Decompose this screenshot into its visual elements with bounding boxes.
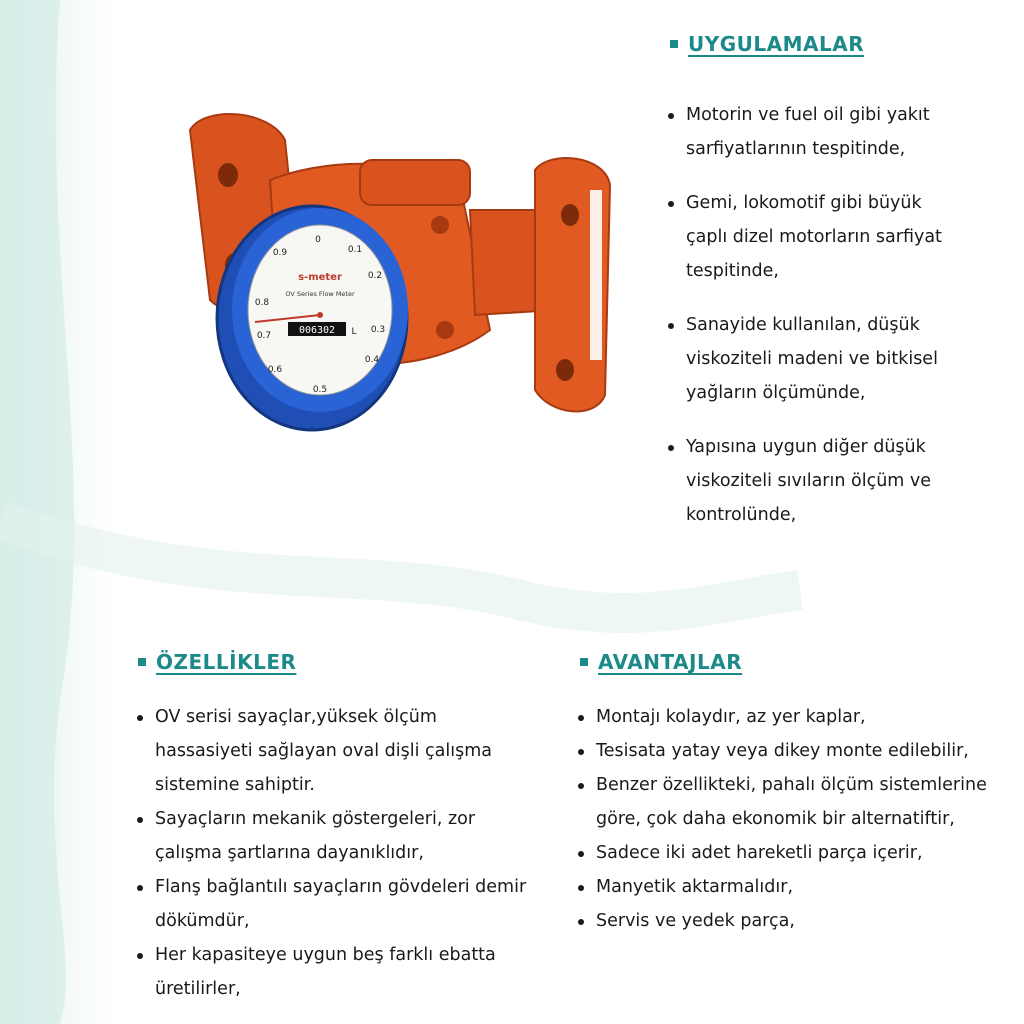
meter-counter: 006302 — [298, 325, 336, 336]
list-item: Gemi, lokomotif gibi büyük çaplı dizel motorların sarfiyat tespitinde, — [668, 186, 968, 288]
meter-unit: L — [351, 327, 357, 337]
list-item: Sadece iki adet hareketli parça içerir, — [578, 836, 998, 870]
list-item: Montajı kolaydır, az yer kaplar, — [578, 700, 998, 734]
list-item: OV serisi sayaçlar,yüksek ölçüm hassasiyeti sağlayan oval dişli çalışma sistemine sahiptir. — [137, 700, 537, 802]
dial-mark: 0.1 — [347, 245, 363, 255]
list-item: Her kapasiteye uygun beş farklı ebatta üretilirler, — [137, 938, 537, 1006]
list-item: Benzer özellikteki, pahalı ölçüm sistemlerine göre, çok daha ekonomik bir alternatiftir, — [578, 768, 998, 836]
square-bullet-icon — [138, 658, 146, 666]
dial-mark: 0 — [315, 235, 321, 245]
list-item: Yapısına uygun diğer düşük viskoziteli sıvıların ölçüm ve kontrolünde, — [668, 430, 968, 532]
dial-mark: 0.2 — [367, 271, 383, 281]
meter-brand: s-meter — [298, 272, 342, 283]
list-item: Servis ve yedek parça, — [578, 904, 998, 938]
applications-list — [668, 98, 968, 552]
square-bullet-icon — [580, 658, 588, 666]
list-item: Manyetik aktarmalıdır, — [578, 870, 998, 904]
list-item: Sayaçların mekanik göstergeleri, zor çalışma şartlarına dayanıklıdır, — [137, 802, 537, 870]
features-title: ÖZELLİKLER — [138, 650, 296, 674]
dial-mark: 0.4 — [364, 355, 380, 365]
advantages-list — [578, 700, 998, 938]
features-list — [137, 700, 537, 1006]
flow-meter-image — [170, 100, 620, 440]
dial-mark: 0.9 — [272, 248, 288, 258]
list-item: Tesisata yatay veya dikey monte edilebilir, — [578, 734, 998, 768]
list-item: Sanayide kullanılan, düşük viskoziteli madeni ve bitkisel yağların ölçümünde, — [668, 308, 968, 410]
meter-model: OV Series Flow Meter — [285, 290, 355, 298]
dial-mark: 0.3 — [370, 325, 386, 335]
list-item: Flanş bağlantılı sayaçların gövdeleri demir dökümdür, — [137, 870, 537, 938]
advantages-title: AVANTAJLAR — [580, 650, 742, 674]
dial-mark: 0.7 — [256, 331, 272, 341]
dial-mark: 0.5 — [312, 385, 328, 395]
list-item: Motorin ve fuel oil gibi yakıt sarfiyatlarının tespitinde, — [668, 98, 968, 166]
square-bullet-icon — [670, 40, 678, 48]
applications-title: UYGULAMALAR — [670, 32, 864, 56]
dial-mark: 0.6 — [267, 365, 283, 375]
dial-mark: 0.8 — [254, 298, 270, 308]
